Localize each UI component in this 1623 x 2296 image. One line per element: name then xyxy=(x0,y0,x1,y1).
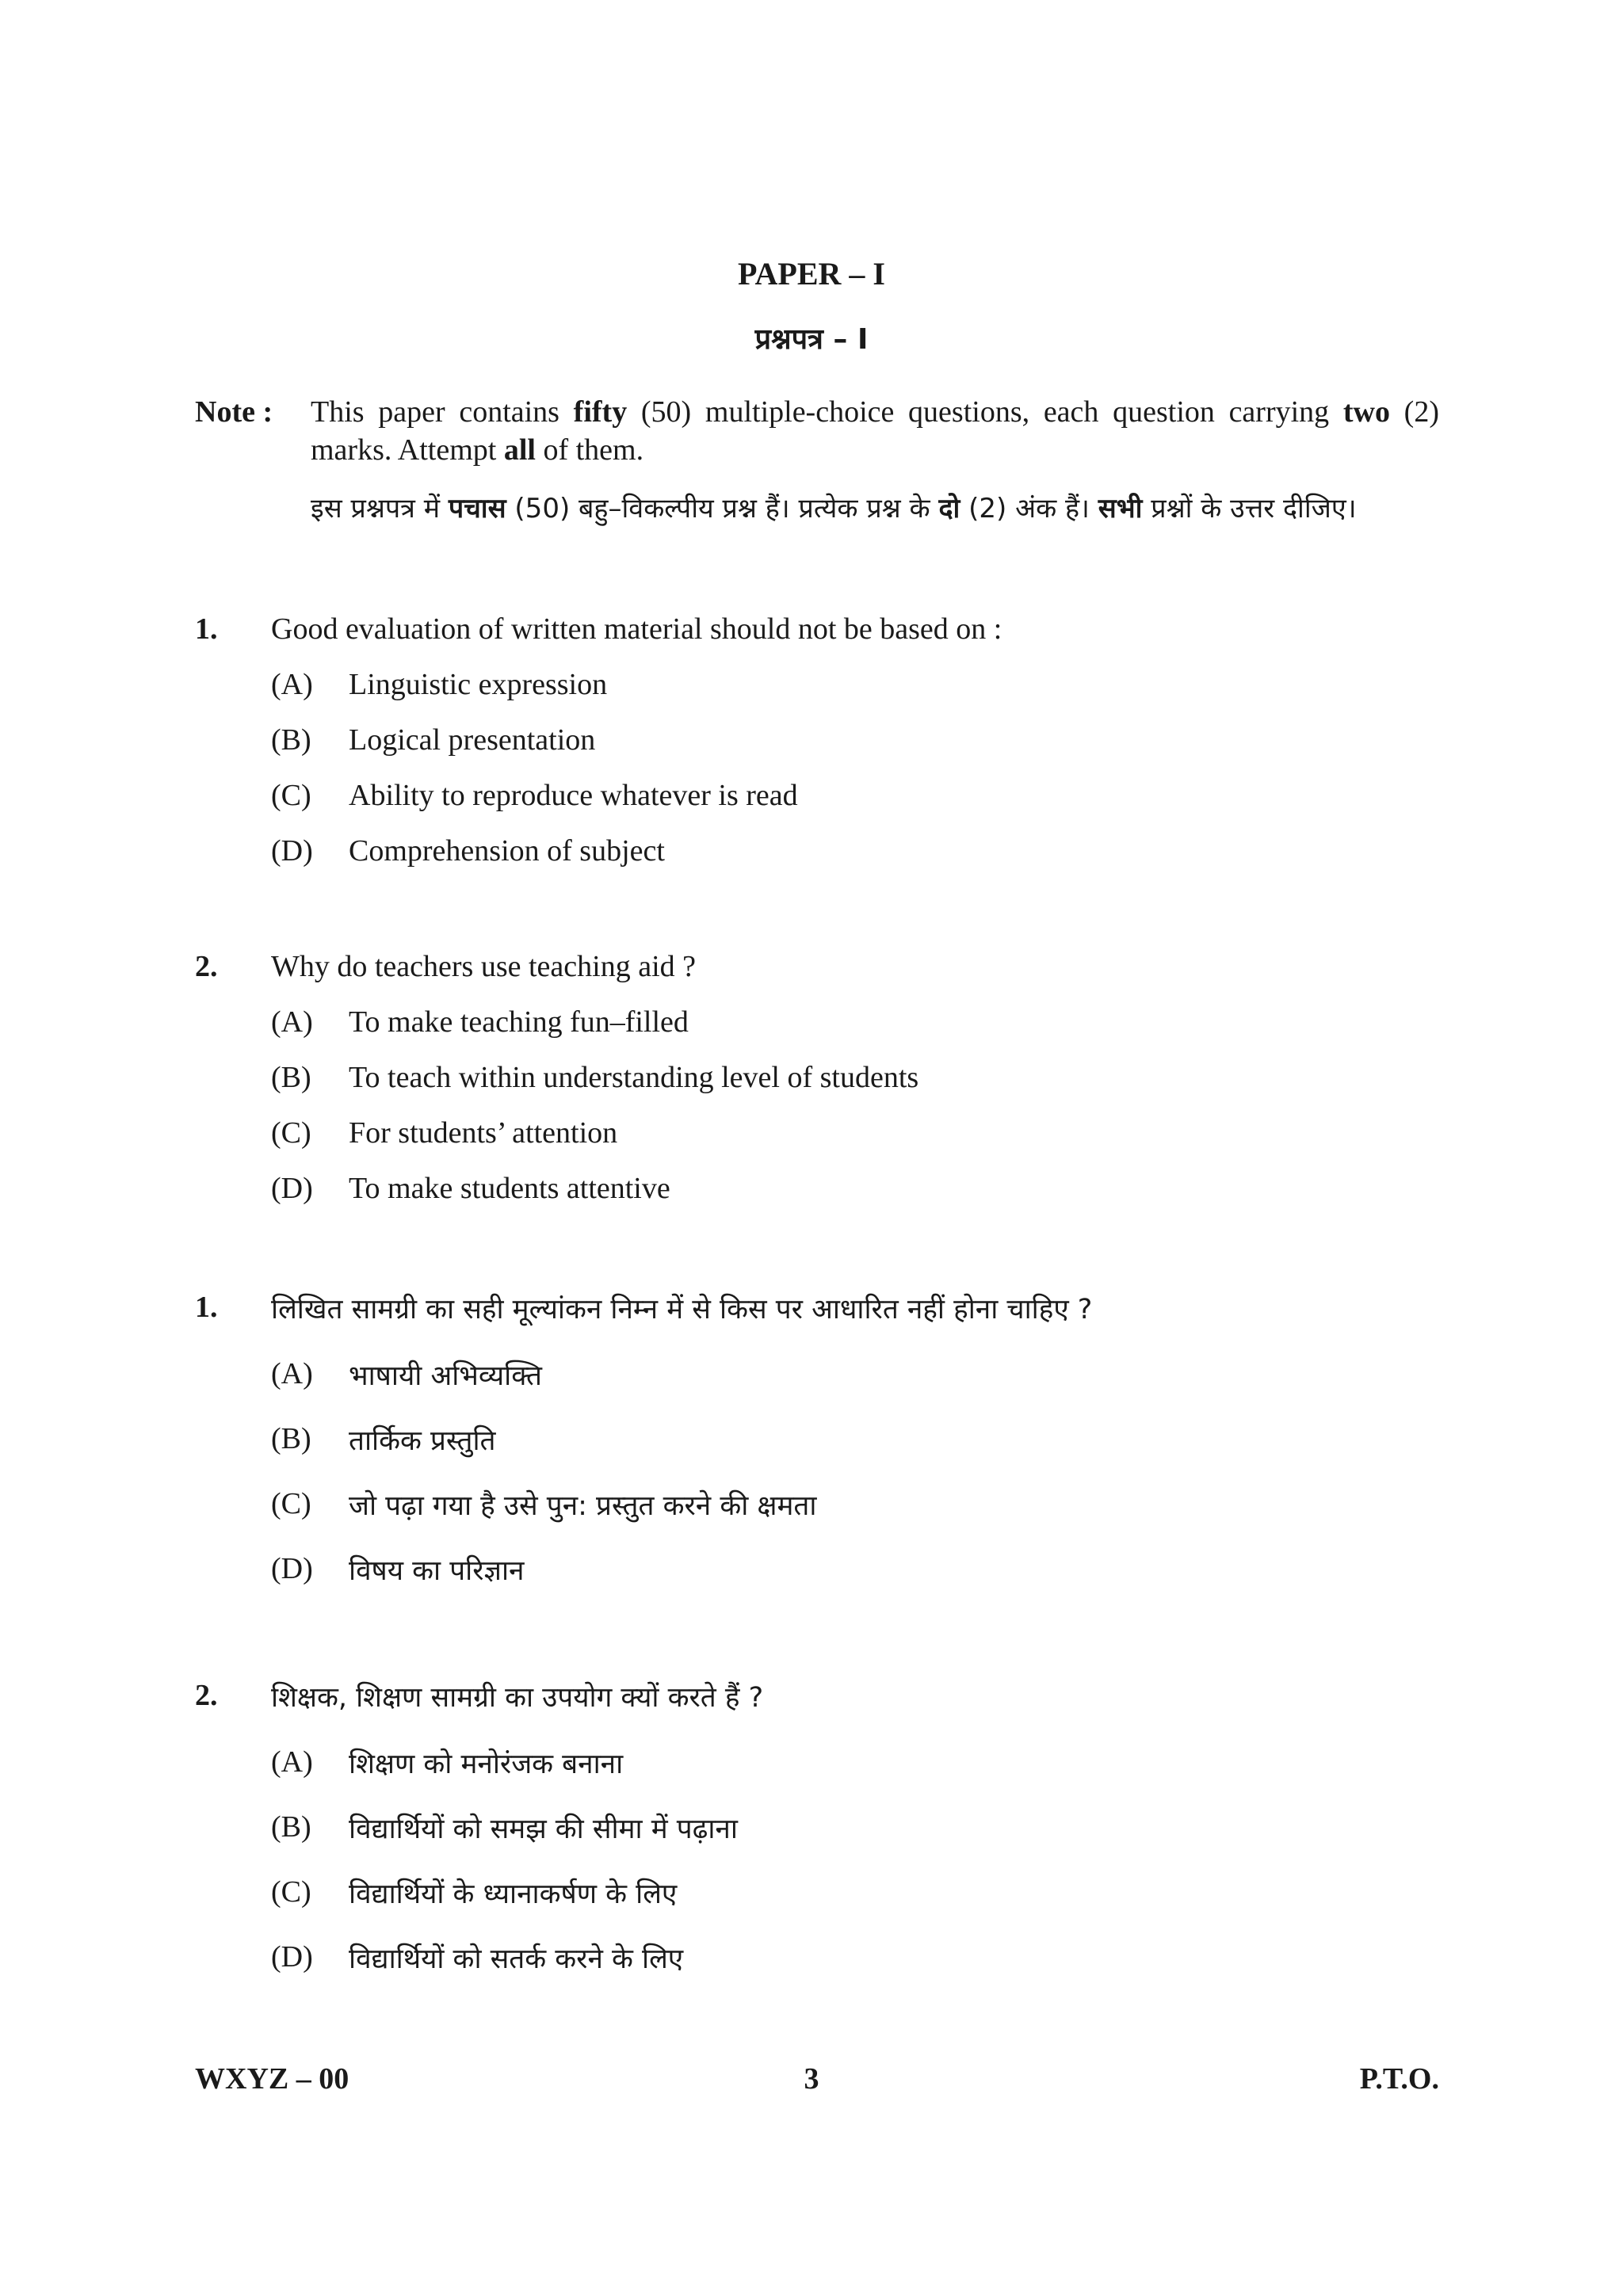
option-text: भाषायी अभिव्यक्ति xyxy=(349,1360,542,1392)
option-text: To make students attentive xyxy=(349,1172,670,1205)
option-label: (A) xyxy=(271,1005,313,1039)
option-label: (A) xyxy=(271,668,313,701)
option-text: तार्किक प्रस्तुति xyxy=(349,1425,496,1457)
note-text: (50) multiple-choice questions, each question carrying xyxy=(627,395,1343,429)
option-text: जो पढ़ा गया है उसे पुन: प्रस्तुत करने की क्षमता xyxy=(349,1490,817,1522)
option-text: विद्यार्थियों को समझ की सीमा में पढ़ाना xyxy=(349,1814,738,1845)
note-text: (2) अंक हैं। xyxy=(960,493,1098,524)
note-emphasis: दो xyxy=(938,493,960,524)
option-label: (B) xyxy=(271,1422,311,1455)
note-text: प्रश्नों के उत्तर दीजिए। xyxy=(1142,493,1357,524)
option-label: (D) xyxy=(271,834,313,868)
please-turn-over: P.T.O. xyxy=(1359,2062,1439,2096)
note-text: इस प्रश्नपत्र में xyxy=(311,493,449,524)
note-emphasis: fifty xyxy=(573,395,628,429)
question-stem: शिक्षक, शिक्षण सामग्री का उपयोग क्यों करते हैं ? xyxy=(271,1682,764,1714)
option-text: Linguistic expression xyxy=(349,668,608,701)
question-number: 1. xyxy=(195,612,218,646)
option-text: Comprehension of subject xyxy=(349,834,665,868)
note-text: This paper contains xyxy=(311,395,574,429)
question-number: 2. xyxy=(195,950,218,983)
option-label: (C) xyxy=(271,1487,311,1520)
note-emphasis: two xyxy=(1342,395,1390,429)
option-text: For students’ attention xyxy=(349,1116,618,1150)
page-number: 3 xyxy=(804,2062,819,2096)
paper-title-english: PAPER – I xyxy=(738,256,885,292)
note-emphasis: सभी xyxy=(1098,493,1143,524)
option-label: (C) xyxy=(271,1875,311,1909)
paper-title-hindi: प्रश्नपत्र – I xyxy=(754,323,869,356)
option-text: विद्यार्थियों के ध्यानाकर्षण के लिए xyxy=(349,1878,678,1910)
question-number: 1. xyxy=(195,1291,218,1324)
option-text: Logical presentation xyxy=(349,723,596,757)
option-label: (B) xyxy=(271,1061,311,1094)
option-text: To make teaching fun–filled xyxy=(349,1005,689,1039)
option-text: विषय का परिज्ञान xyxy=(349,1555,525,1587)
option-text: शिक्षण को मनोरंजक बनाना xyxy=(349,1749,624,1780)
note-hindi xyxy=(311,485,1439,532)
option-label: (D) xyxy=(271,1940,313,1974)
question-number: 2. xyxy=(195,1679,218,1712)
question-stem: Good evaluation of written material should not be based on : xyxy=(271,612,1002,646)
note-text: of them. xyxy=(535,433,644,467)
note-emphasis: all xyxy=(503,433,536,467)
question-stem: लिखित सामग्री का सही मूल्यांकन निम्न में से किस पर आधारित नहीं होना चाहिए ? xyxy=(271,1294,1093,1325)
paper-code: WXYZ – 00 xyxy=(195,2062,349,2096)
note-emphasis: पचास xyxy=(448,493,506,524)
question-stem: Why do teachers use teaching aid ? xyxy=(271,950,696,983)
note-label: Note : xyxy=(195,395,273,429)
option-label: (A) xyxy=(271,1745,313,1779)
note-text: (2) marks. Attempt xyxy=(311,395,1439,467)
option-label: (B) xyxy=(271,723,311,757)
option-label: (B) xyxy=(271,1810,311,1844)
note-text: (50) बहु–विकल्पीय प्रश्न हैं। प्रत्येक प्रश्न के xyxy=(506,493,939,524)
option-label: (A) xyxy=(271,1357,313,1390)
note-english xyxy=(311,393,1439,469)
option-text: Ability to reproduce whatever is read xyxy=(349,779,798,812)
option-label: (D) xyxy=(271,1172,313,1205)
option-label: (C) xyxy=(271,779,311,812)
option-label: (C) xyxy=(271,1116,311,1150)
option-label: (D) xyxy=(271,1552,313,1585)
option-text: To teach within understanding level of students xyxy=(349,1061,919,1094)
option-text: विद्यार्थियों को सतर्क करने के लिए xyxy=(349,1943,684,1975)
